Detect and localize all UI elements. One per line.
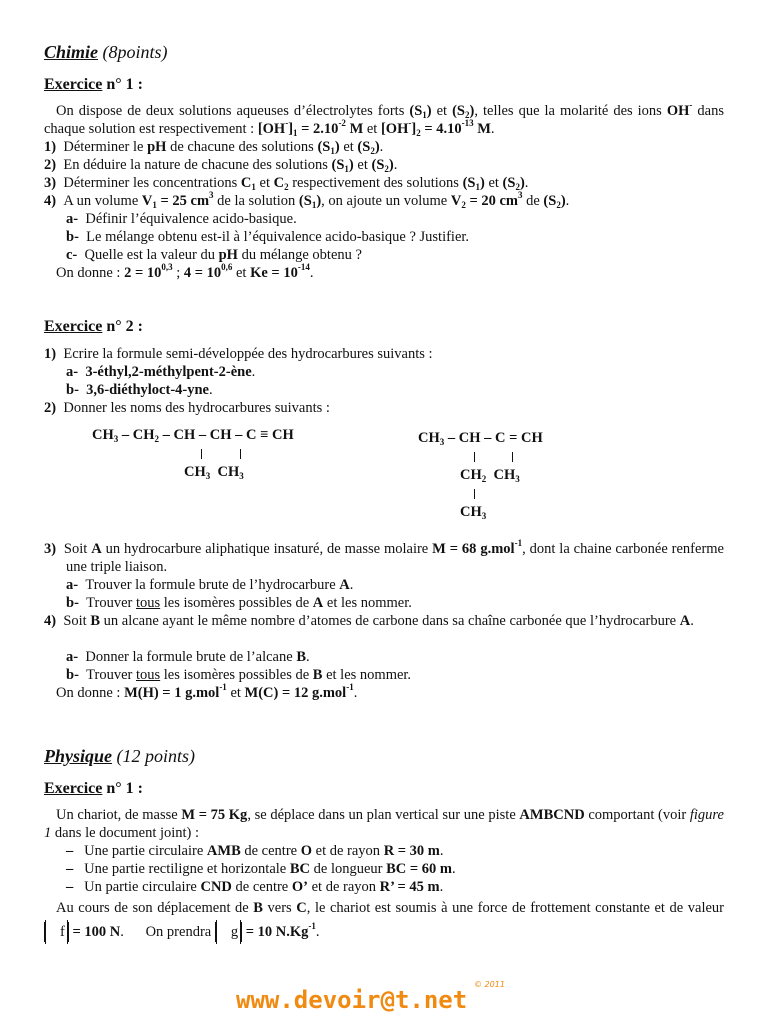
formula-2-ethyl-end: $CH_3$	[460, 504, 487, 521]
chimie-ex1-number: n° 1 :	[106, 76, 143, 93]
chimie-ex2-q4: 4) Soit B un alcane ayant le même nombre d’atomes de carbone dans sa chaîne carbonée que l’hydrocarbure A.	[44, 613, 694, 629]
formula-1-bond-a	[201, 449, 202, 459]
chimie-ex2-q3b: b- Trouver tous les isomères possibles de A et les nommer.	[66, 595, 412, 611]
chimie-ex2-q1: 1) Ecrire la formule semi-développée des hydrocarbures suivants :	[44, 346, 433, 362]
chimie-ex2-heading: Exercice n° 2 :	[44, 318, 143, 335]
chimie-ex2-q2: 2) Donner les noms des hydrocarbures suivants :	[44, 400, 330, 416]
formula-2-bond-b	[512, 452, 513, 462]
chimie-ex2-number: n° 2 :	[106, 318, 143, 335]
physique-ex1-item2: – Une partie rectiligne et horizontale BC de longueur BC = 60 m.	[66, 861, 456, 877]
physique-ex1-intro: Un chariot, de masse M = 75 Kg, se déplace dans un plan vertical sur une piste AMBCND comportant (voir figure 1 dans le document joint) :	[44, 807, 724, 841]
physique-ex1-para2: Au cours de son déplacement de B vers C, le chariot est soumis à une force de frottement constante et de valeur f = 100 N. On prendra g = 10 $N.Kg^{-1}$.	[44, 896, 724, 944]
chimie-ex2-q4a: a- Donner la formule brute de l’alcane B.	[66, 649, 310, 665]
formula-2-substituents: $CH_2$ $CH_3$	[460, 467, 520, 484]
chimie-ex1-q4a: a- Définir l’équivalence acido-basique.	[66, 211, 297, 227]
chimie-ex1-given: On donne : $2 = 10^{0,3}$ ; $4 = 10^{0,6}$ et $Ke = 10^{-14}$.	[56, 262, 314, 281]
formula-1-main: $CH_3 - CH_2$ – CH – CH – C ≡ CH	[92, 427, 294, 444]
physique-ex1-heading: Exercice n° 1 :	[44, 780, 143, 797]
formula-2-main: $CH_3$ – CH – C = CH	[418, 430, 543, 447]
formula-1-bond-b	[240, 449, 241, 459]
chimie-ex1-q2: 2) En déduire la nature de chacune des solutions $(S_1)$ et $(S_2)$.	[44, 157, 398, 174]
chimie-ex1-q4c: c- Quelle est la valeur du pH du mélange obtenu ?	[66, 247, 362, 263]
footer-site: www.devoir@t.net	[236, 986, 468, 1014]
chimie-ex2-q1a: a- 3-éthyl,2-méthylpent-2-ène.	[66, 364, 256, 380]
chimie-ex1-q4: 4) A un volume $V_1 = 25$ $cm^3$ de la solution $(S_1)$, on ajoute un volume $V_2 = 20$ $cm^3$ de $(S_2)$.	[44, 190, 570, 210]
chimie-ex1-q4b: b- Le mélange obtenu est-il à l’équivalence acido-basique ? Justifier.	[66, 229, 470, 245]
physique-ex1-item1: – Une partie circulaire AMB de centre O et de rayon R = 30 m.	[66, 843, 444, 859]
chimie-ex2-q1b: b- 3,6-diéthyloct-4-yne.	[66, 382, 213, 398]
physique-points: (12 points)	[116, 746, 196, 766]
chimie-ex2-q3: 3) Soit A un hydrocarbure aliphatique insaturé, de masse molaire M = 68 g.mol$^{-1}$, dont la chaine carbonée renferme une triple liaison.	[44, 538, 724, 575]
chimie-ex2-given: On donne : M(H) = 1 g.mol$^{-1}$ et M(C) = 12 g.mol$^{-1}$.	[56, 682, 358, 701]
chimie-ex1-q3: 3) Déterminer les concentrations $C_1$ et $C_2$ respectivement des solutions $(S_1)$ et $(S_2)$.	[44, 175, 529, 192]
physique-heading	[44, 746, 195, 767]
physique-title: Physique	[44, 746, 113, 766]
footer-watermark	[236, 980, 536, 1016]
chimie-ex1-heading: Exercice n° 1 :	[44, 76, 143, 93]
chimie-ex2-q3a: a- Trouver la formule brute de l’hydrocarbure A.	[66, 577, 354, 593]
formula-2-bond-c	[474, 489, 475, 499]
formula-1-substituents: $CH_3$ $CH_3$	[184, 464, 244, 481]
chimie-ex1-q1: 1) Déterminer le pH de chacune des solutions $(S_1)$ et $(S_2)$.	[44, 139, 384, 156]
formula-2-bond-a	[474, 452, 475, 462]
chimie-heading	[44, 42, 168, 63]
chimie-points: (8points)	[102, 42, 168, 62]
physique-ex1-item3: – Un partie circulaire CND de centre O’ et de rayon R’ = 45 m.	[66, 879, 444, 895]
chimie-ex1-intro: On dispose de deux solutions aqueuses d’électrolytes forts $(S_1)$ et $(S_2)$, telles que la molarité des ions OH- dans chaque solution est respectivement : $[OH^-]_1 = 2.10^{-2}$ M et $[OH^-]_2 = 4.10^{-13}$ M.	[44, 100, 724, 138]
footer-year: © 2011	[474, 980, 505, 989]
physique-ex1-number: n° 1 :	[106, 780, 143, 797]
chimie-ex2-q4b: b- Trouver tous les isomères possibles de B et les nommer.	[66, 667, 412, 683]
chimie-title: Chimie	[44, 42, 99, 62]
